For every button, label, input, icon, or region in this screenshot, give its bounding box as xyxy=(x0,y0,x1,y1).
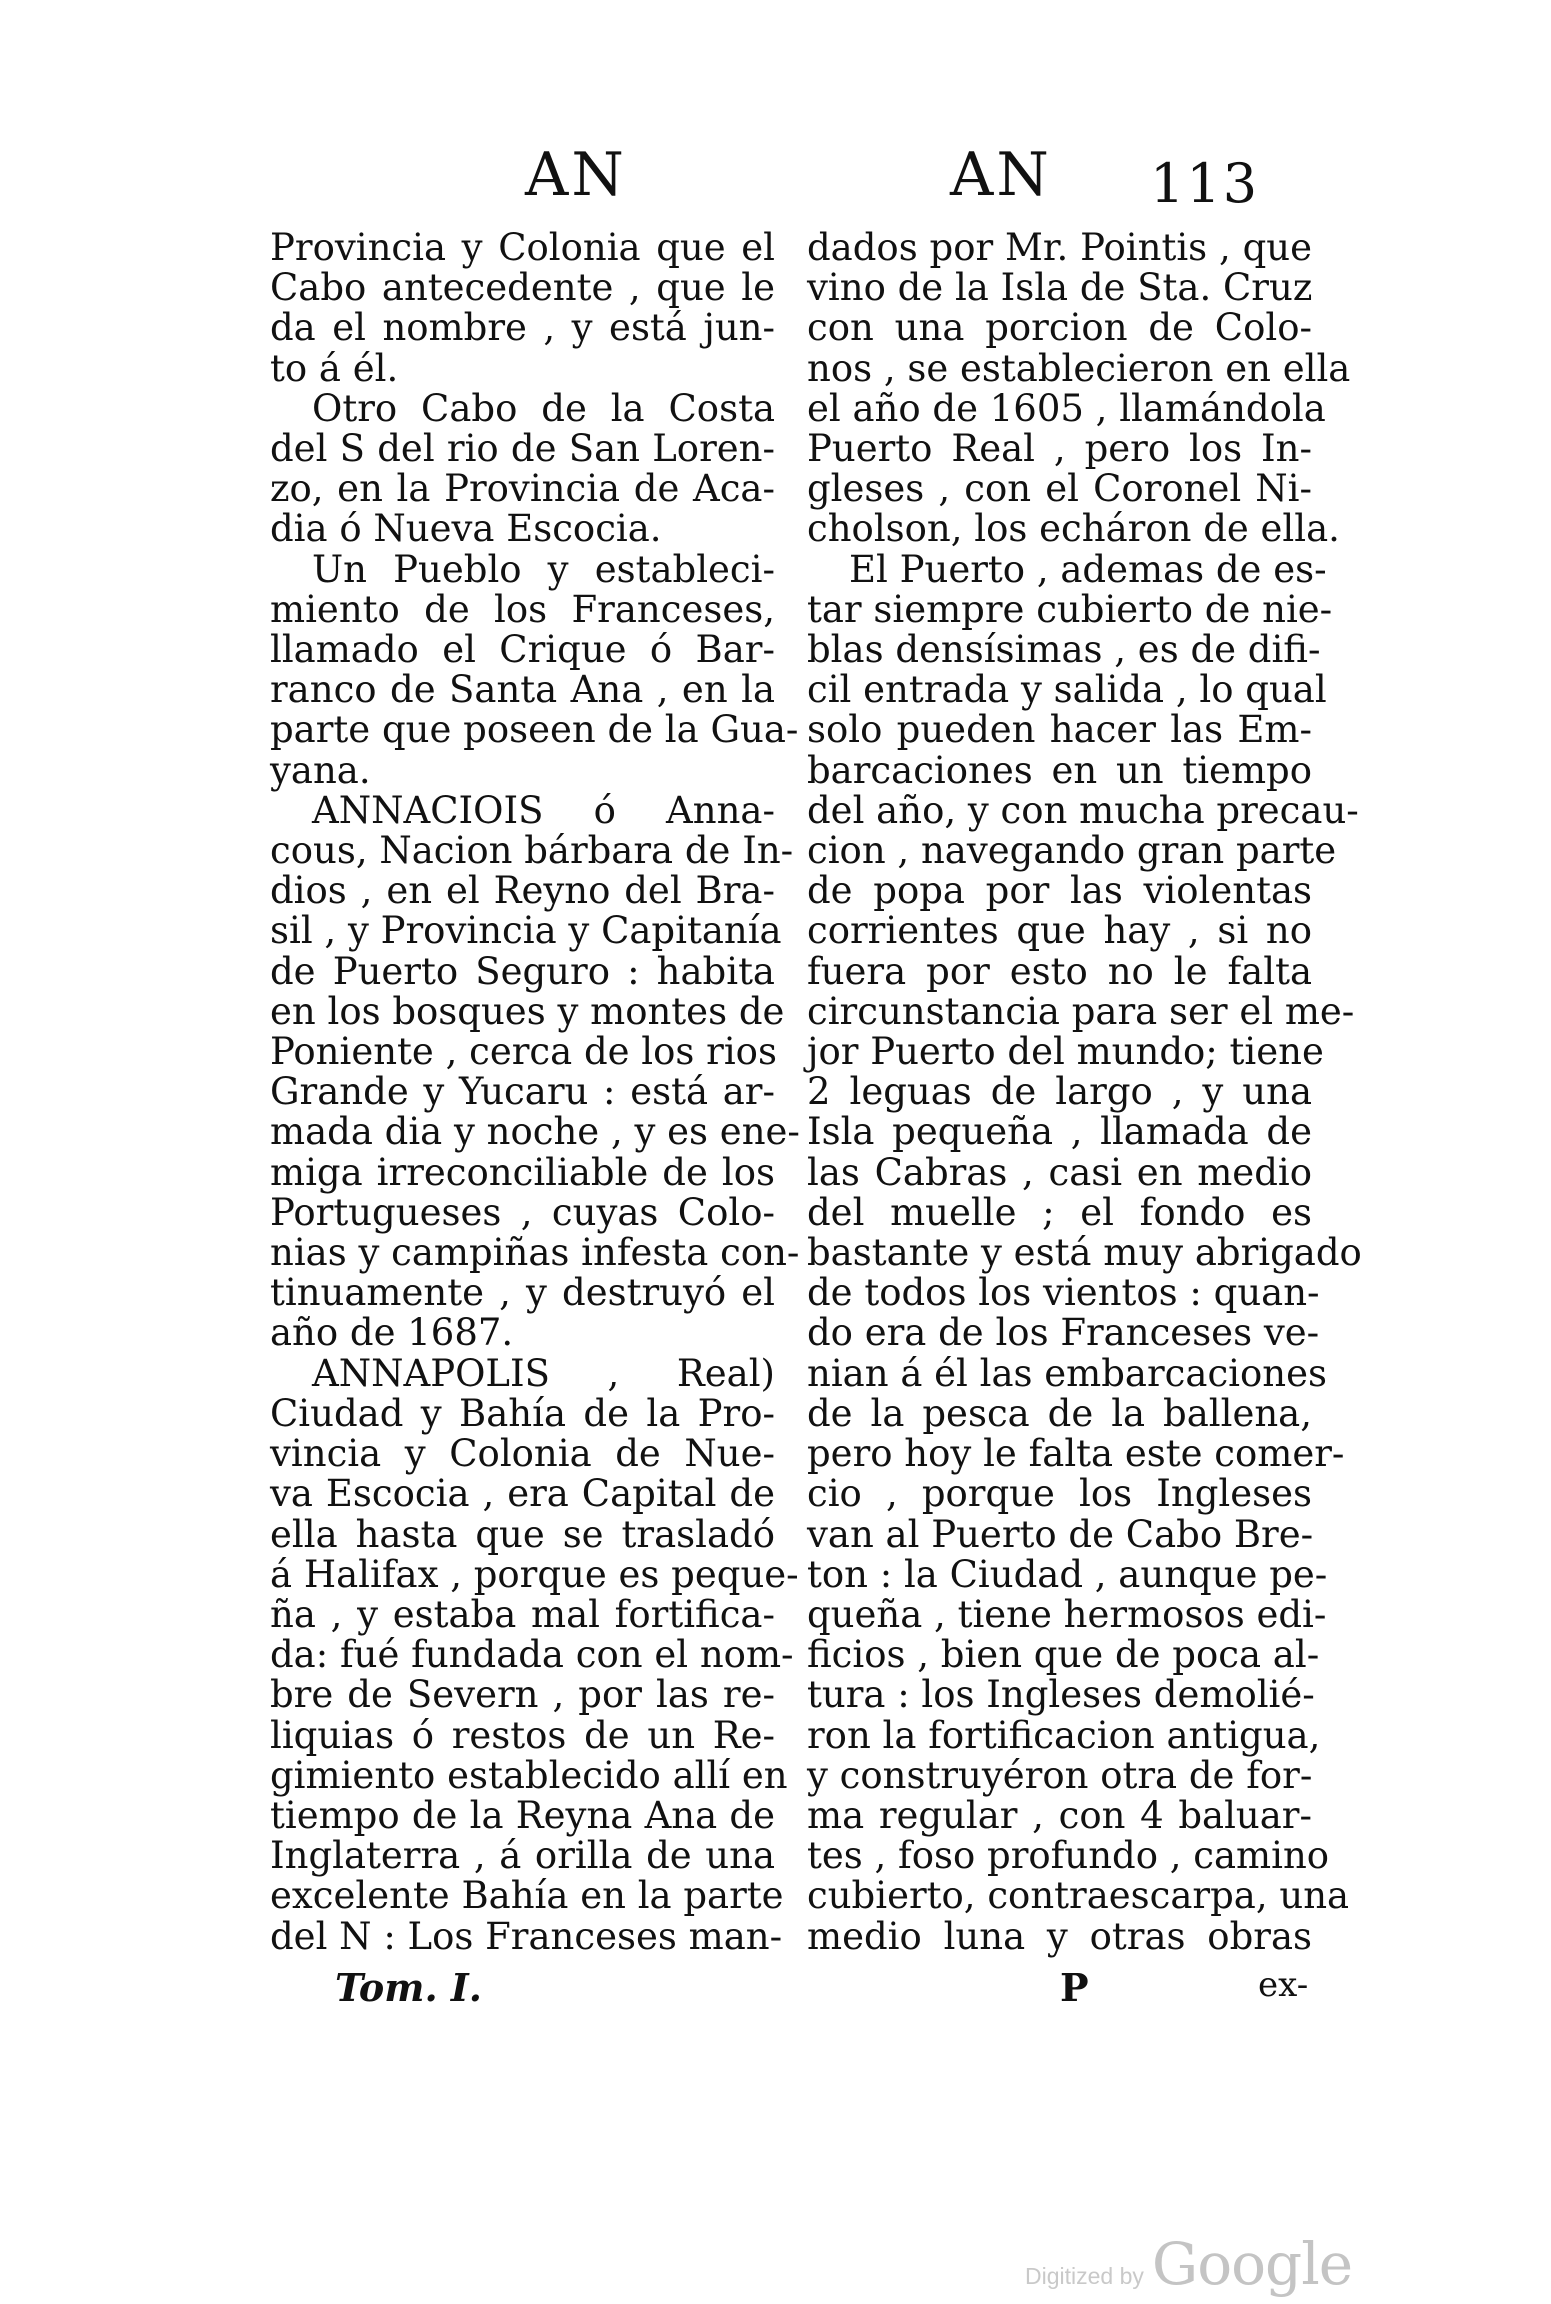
left-column-line: del N : Los Franceses man- xyxy=(270,1914,783,1958)
right-column-line: nos , se establecieron en ella xyxy=(807,346,1351,390)
right-column-line: y construyéron otra de for- xyxy=(807,1753,1313,1797)
left-column-line: ranco de Santa Ana , en la xyxy=(270,668,775,712)
left-column-line: Un Pueblo y estableci- xyxy=(312,547,775,591)
right-column-line: fuera por esto no le falta xyxy=(807,949,1312,993)
right-column-line: cio , porque los Ingleses xyxy=(807,1472,1312,1516)
left-column-line: zo, en la Provincia de Aca- xyxy=(270,467,775,511)
right-column-line: cil entrada y salida , lo qual xyxy=(807,668,1327,712)
left-column-line: Grande y Yucaru : está ar- xyxy=(270,1070,775,1114)
left-column-line: miento de los Franceses, xyxy=(270,587,775,631)
left-column-line: dios , en el Reyno del Bra- xyxy=(270,869,775,913)
left-column-line: ña , y estaba mal fortifica- xyxy=(270,1592,775,1636)
right-column-line: nian á él las embarcaciones xyxy=(807,1351,1328,1395)
right-column-line: ron la fortificacion antigua, xyxy=(807,1713,1321,1757)
left-column-line: llamado el Crique ó Bar- xyxy=(270,628,775,672)
right-column-line: 2 leguas de largo , y una xyxy=(807,1070,1312,1114)
right-column-line: do era de los Franceses ve- xyxy=(807,1311,1320,1355)
right-column-line: dados por Mr. Pointis , que xyxy=(807,226,1312,269)
right-column-line: cion , navegando gran parte xyxy=(807,829,1337,873)
right-column-line: cubierto, contraescarpa, una xyxy=(807,1874,1350,1918)
right-column-line: de todos los vientos : quan- xyxy=(807,1271,1320,1315)
left-column-line: vincia y Colonia de Nue- xyxy=(270,1432,775,1476)
left-column-line: Portugueses , cuyas Colo- xyxy=(270,1190,775,1234)
right-column-line: ton : la Ciudad , aunque pe- xyxy=(807,1552,1328,1596)
left-column-line: to á él. xyxy=(270,346,399,390)
left-column-line: Provincia y Colonia que el xyxy=(270,226,775,269)
left-column-line: dia ó Nueva Escocia. xyxy=(270,507,662,551)
right-column-line: Isla pequeña , llamada de xyxy=(807,1110,1312,1154)
left-column-line: mada dia y noche , y es ene- xyxy=(270,1110,800,1154)
running-head-left: AN xyxy=(525,140,627,210)
right-column-line: van al Puerto de Cabo Bre- xyxy=(807,1512,1314,1556)
google-logo: Google xyxy=(1151,2230,1353,2298)
left-column-line: liquias ó restos de un Re- xyxy=(270,1713,775,1757)
left-column-line: ANNAPOLIS , Real) xyxy=(312,1351,775,1395)
left-column-line: ella hasta que se trasladó xyxy=(270,1512,775,1556)
right-column-line: medio luna y otras obras xyxy=(807,1914,1312,1958)
left-text-column xyxy=(270,226,800,1958)
right-column-line: barcaciones en un tiempo xyxy=(807,748,1312,792)
left-column-line: ANNACIOIS ó Anna- xyxy=(312,788,775,832)
left-column-line: parte que poseen de la Gua- xyxy=(270,708,799,752)
left-column-line: Ciudad y Bahía de la Pro- xyxy=(270,1391,775,1435)
digitized-by-watermark xyxy=(1025,2230,1352,2298)
right-column-line: de popa por las violentas xyxy=(807,869,1312,913)
left-column-line: excelente Bahía en la parte xyxy=(270,1874,784,1918)
right-column-line: solo pueden hacer las Em- xyxy=(807,708,1312,752)
right-column-line: ficios , bien que de poca al- xyxy=(807,1633,1320,1677)
right-column-line: pero hoy le falta este comer- xyxy=(807,1432,1345,1476)
left-column-line: bre de Severn , por las re- xyxy=(270,1673,775,1717)
running-head-right: AN xyxy=(950,140,1052,210)
right-column-line: del año, y con mucha precau- xyxy=(807,788,1359,832)
right-column-line: tar siempre cubierto de nie- xyxy=(807,587,1333,631)
right-column-line: cholson, los echáron de ella. xyxy=(807,507,1340,551)
right-column-line: del muelle ; el fondo es xyxy=(807,1190,1312,1234)
left-column-line: sil , y Provincia y Capitanía xyxy=(270,909,782,953)
left-column-line: del S del rio de San Loren- xyxy=(270,427,775,471)
left-column-line: nias y campiñas infesta con- xyxy=(270,1231,800,1275)
left-column-line: Inglaterra , á orilla de una xyxy=(270,1834,775,1878)
left-column-line: da el nombre , y está jun- xyxy=(270,306,775,350)
left-column-line: tiempo de la Reyna Ana de xyxy=(270,1793,775,1837)
right-column-line: gleses , con el Coronel Ni- xyxy=(807,467,1312,511)
left-column-line: cous, Nacion bárbara de In- xyxy=(270,829,794,873)
right-column-line: Puerto Real , pero los In- xyxy=(807,427,1312,471)
catchword: ex- xyxy=(1258,1965,1309,2005)
footer-volume: Tom. I. xyxy=(335,1965,482,2010)
right-column-line: El Puerto , ademas de es- xyxy=(849,547,1327,591)
signature-mark: P xyxy=(1060,1965,1089,2010)
right-column-line: vino de la Isla de Sta. Cruz xyxy=(807,266,1313,310)
left-column-line: á Halifax , porque es peque- xyxy=(270,1552,799,1596)
right-column-line: de la pesca de la ballena, xyxy=(807,1391,1312,1435)
right-column-line: blas densísimas , es de difi- xyxy=(807,628,1321,672)
left-column-line: año de 1687. xyxy=(270,1311,514,1355)
left-column-line: en los bosques y montes de xyxy=(270,989,785,1033)
left-column-line: da: fué fundada con el nom- xyxy=(270,1633,794,1677)
page-number: 113 xyxy=(1150,152,1260,215)
left-column-line: Otro Cabo de la Costa xyxy=(312,386,775,430)
left-column-line: miga irreconciliable de los xyxy=(270,1150,775,1194)
right-column-line: el año de 1605 , llamándola xyxy=(807,386,1326,430)
right-column-line: corrientes que hay , si no xyxy=(807,909,1312,953)
left-column-line: Poniente , cerca de los rios xyxy=(270,1030,777,1074)
right-column-line: tura : los Ingleses demolié- xyxy=(807,1673,1315,1717)
left-column-line: tinuamente , y destruyó el xyxy=(270,1271,775,1315)
right-column-line: jor Puerto del mundo; tiene xyxy=(807,1030,1324,1074)
left-column-line: Cabo antecedente , que le xyxy=(270,266,775,310)
left-column-line: yana. xyxy=(270,748,371,792)
left-column-line: gimiento establecido allí en xyxy=(270,1753,788,1797)
right-column-line: ma regular , con 4 baluar- xyxy=(807,1793,1312,1837)
right-column-line: las Cabras , casi en medio xyxy=(807,1150,1312,1194)
left-column-line: de Puerto Seguro : habita xyxy=(270,949,775,993)
right-text-column xyxy=(807,226,1362,1958)
left-column-line: va Escocia , era Capital de xyxy=(270,1472,775,1516)
right-column-line: con una porcion de Colo- xyxy=(807,306,1312,350)
right-column-line: queña , tiene hermosos edi- xyxy=(807,1592,1327,1636)
right-column-line: bastante y está muy abrigado xyxy=(807,1231,1362,1275)
right-column-line: circunstancia para ser el me- xyxy=(807,989,1355,1033)
right-column-line: tes , foso profundo , camino xyxy=(807,1834,1330,1878)
digitized-by-label: Digitized by xyxy=(1025,2263,1144,2289)
